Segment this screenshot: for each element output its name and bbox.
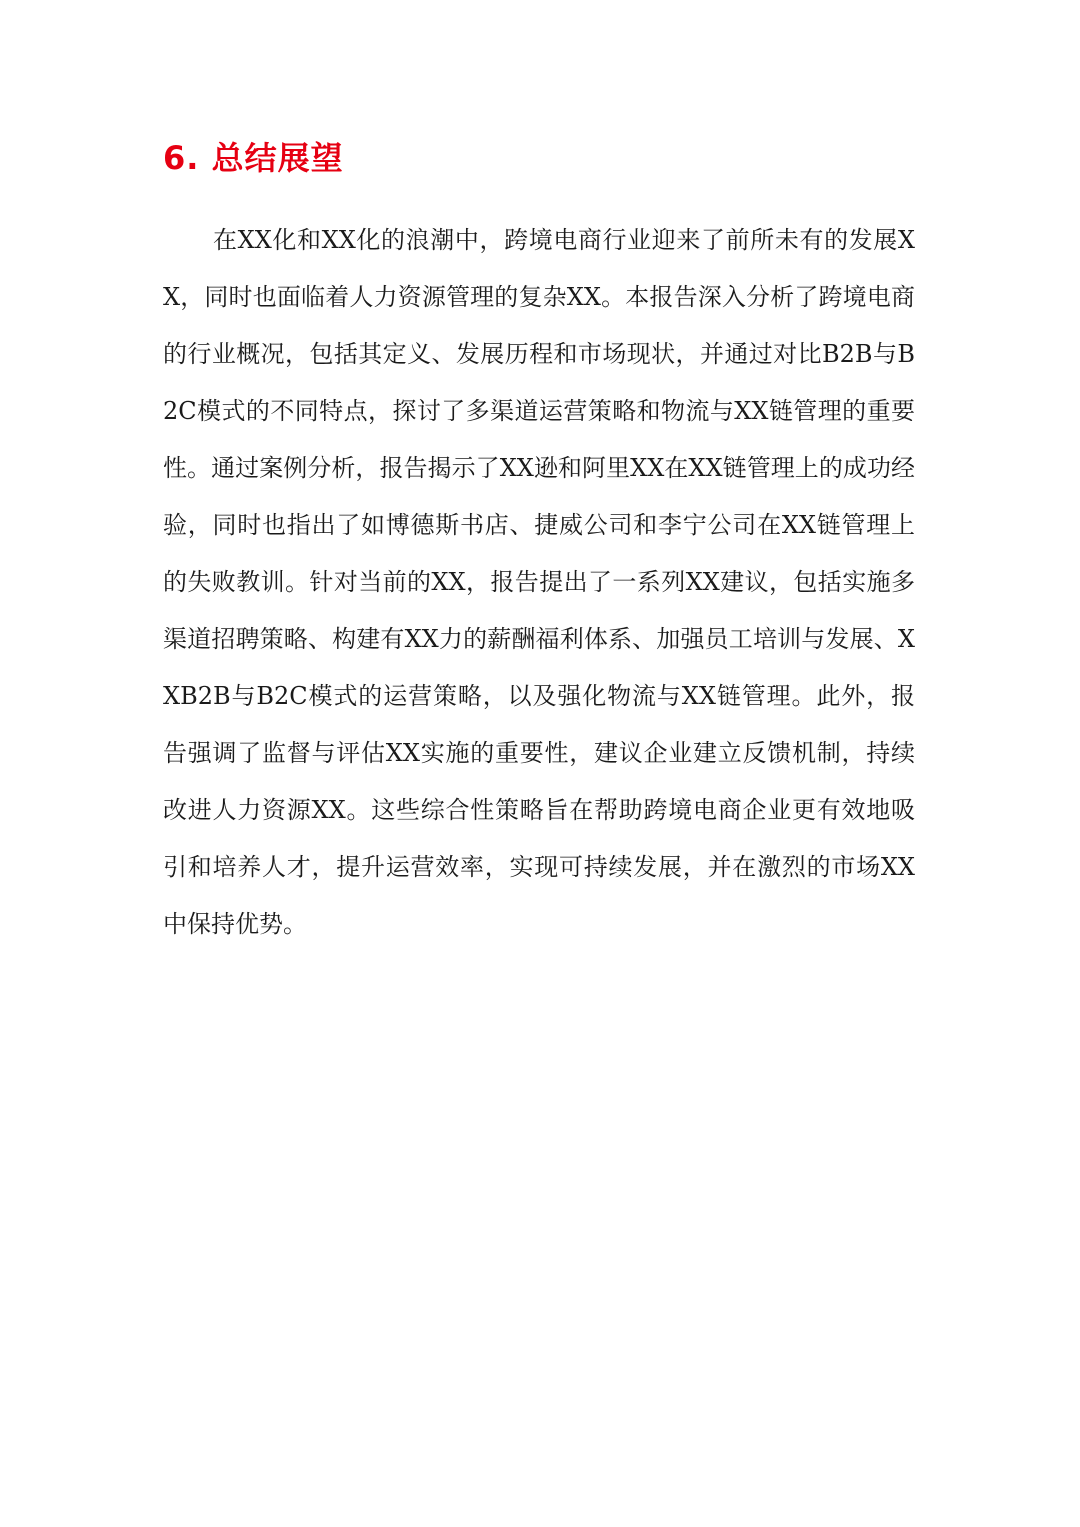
summary-paragraph: 在XX化和XX化的浪潮中，跨境电商行业迎来了前所未有的发展XX，同时也面临着人力资源管理的复杂XX。本报告深入分析了跨境电商的行业概况，包括其定义、发展历程和市场现状，并通过对比B2B与B2C模式的不同特点，探讨了多渠道运营策略和物流与XX链管理的重要性。通过案例分析，报告揭示了XX逊和阿里XX在XX链管理上的成功经验，同时也指出了如博德斯书店、捷威公司和李宁公司在XX链管理上的失败教训。针对当前的XX，报告提出了一系列XX建议，包括实施多渠道招聘策略、构建有XX力的薪酬福利体系、加强员工培训与发展、XXB2B与B2C模式的运营策略，以及强化物流与XX链管理。此外，报告强调了监督与评估XX实施的重要性，建议企业建立反馈机制，持续改进人力资源XX。这些综合性策略旨在帮助跨境电商企业更有效地吸引和培养人才，提升运营效率，实现可持续发展，并在激烈的市场XX中保持优势。 (163, 226, 915, 938)
section-heading: 6. 总结展望 (163, 139, 344, 177)
